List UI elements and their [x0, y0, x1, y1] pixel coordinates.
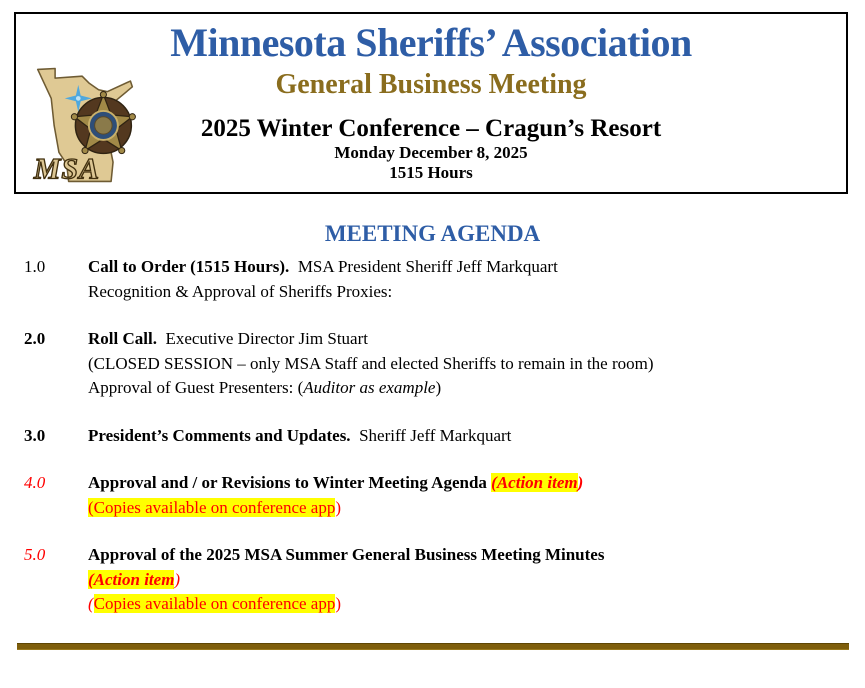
text-run: Roll Call. [88, 329, 157, 348]
agenda-item-number: 3.0 [24, 425, 46, 445]
agenda-line [88, 592, 845, 617]
agenda-item-number: 5.0 [24, 545, 46, 564]
agenda-line [88, 376, 845, 401]
time-line: 1515 Hours [389, 163, 473, 182]
agenda-line [88, 352, 845, 377]
agenda-list [24, 255, 845, 617]
text-run: Executive Director Jim Stuart [156, 329, 368, 348]
agenda-item-lines [88, 471, 845, 520]
agenda-item-number: 1.0 [24, 257, 46, 276]
agenda-item [24, 255, 845, 304]
text-run: MSA President Sheriff Jeff Markquart [289, 257, 558, 276]
text-run: Recognition & Approval of Sheriffs Proxies: [88, 281, 393, 301]
document-page [0, 12, 865, 650]
text-run: Approval of the 2025 MSA Summer General Business Meeting Minutes [88, 545, 605, 564]
agenda-item [24, 424, 845, 449]
text-run: (CLOSED SESSION – only MSA Staff and elected Sheriffs to remain in the room) [88, 353, 654, 373]
meeting-subtitle: General Business Meeting [275, 69, 587, 100]
agenda-item-lines [88, 424, 845, 449]
text-run: (Copies available on conference app [88, 497, 336, 517]
agenda-item [24, 327, 845, 401]
date-line: Monday December 8, 2025 [334, 143, 528, 162]
bottom-rule-divider [17, 643, 849, 650]
text-run: ) [577, 473, 584, 492]
agenda-item-number: 2.0 [24, 329, 46, 348]
agenda-line [88, 424, 845, 449]
text-run: Auditor as example [303, 378, 436, 397]
agenda-line [88, 471, 845, 496]
text-run: Call to Order (1515 Hours). [88, 257, 290, 276]
agenda-item-lines [88, 327, 845, 401]
text-run: Sheriff Jeff Markquart [350, 425, 512, 445]
text-run: President’s Comments and Updates. [88, 425, 351, 445]
agenda-item-lines [88, 543, 845, 617]
msa-wordmark: MSA [33, 152, 100, 186]
text-run: ) [335, 594, 342, 613]
agenda-item [24, 471, 845, 520]
agenda-item-lines [88, 255, 845, 304]
agenda-line [88, 496, 845, 521]
agenda-line [88, 255, 845, 280]
agenda-heading: MEETING AGENDA [324, 221, 541, 246]
org-title: Minnesota Sheriffs’ Association [170, 20, 692, 65]
agenda-item [24, 543, 845, 617]
text-run: ( [88, 594, 94, 613]
header-box [14, 12, 848, 194]
agenda-item-number: 4.0 [24, 473, 46, 492]
text-run: Copies available on conference app [93, 594, 336, 613]
agenda-line [88, 327, 845, 352]
text-run: ) [174, 569, 181, 589]
agenda-line [88, 280, 845, 305]
text-run: Approval of Guest Presenters: ( [88, 378, 304, 397]
agenda-line [88, 568, 845, 593]
agenda-line [88, 543, 845, 568]
text-run: ) [335, 497, 342, 517]
text-run: Approval and / or Revisions to Winter Meeting Agenda [88, 473, 492, 492]
conference-title: 2025 Winter Conference – Cragun’s Resort [200, 115, 662, 142]
text-run: ) [435, 378, 442, 397]
text-run: (Action item [491, 473, 578, 492]
text-run: (Action item [88, 569, 175, 589]
msa-minnesota-logo-icon [26, 54, 146, 194]
